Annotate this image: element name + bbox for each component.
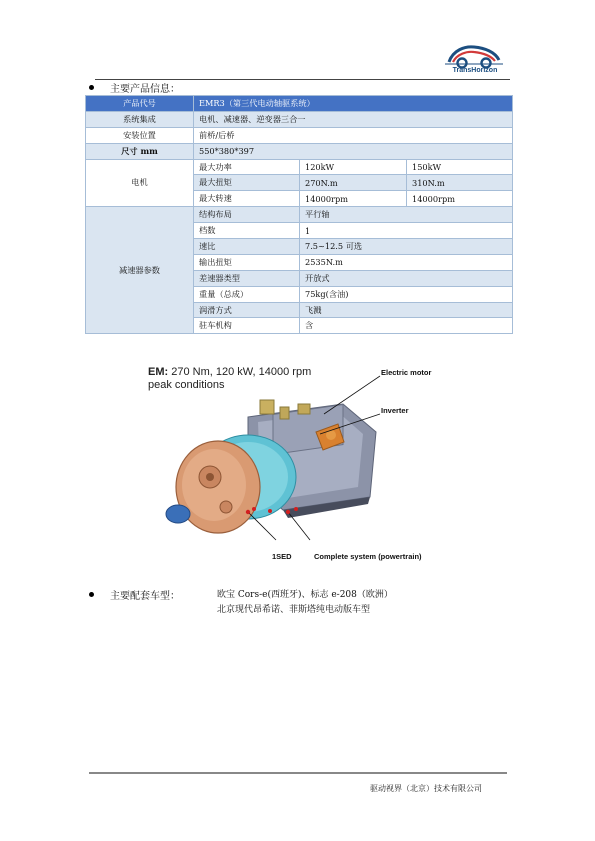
table-cell: 产品代号 [86, 96, 194, 112]
table-cell: 最大扭矩 [194, 175, 300, 191]
em-label: EM: [148, 366, 169, 378]
table-cell: 差速器类型 [194, 270, 300, 286]
table-cell: 驻车机构 [194, 318, 300, 334]
table-cell: 75kg(含油) [300, 286, 513, 302]
bullet-icon [89, 592, 94, 597]
table-row [86, 159, 513, 175]
table-row [86, 111, 513, 127]
table-cell: 270N.m [300, 175, 407, 191]
section-vehicles [89, 587, 180, 602]
powertrain-illustration [148, 362, 448, 562]
logo-text: TransHorizon [452, 67, 498, 74]
section-product-info [89, 80, 180, 95]
table-cell: 含 [300, 318, 513, 334]
table-cell: 电机、减速器、逆变器三合一 [194, 111, 513, 127]
table-cell: 14000rpm [407, 191, 513, 207]
table-cell: 尺寸 mm [86, 143, 194, 159]
table-cell: 7.5~12.5 可选 [300, 239, 513, 255]
table-cell: 最大功率 [194, 159, 300, 175]
table-cell: 550*380*397 [194, 143, 513, 159]
bullet-icon [89, 85, 94, 90]
table-cell: 150kW [407, 159, 513, 175]
table-cell: EMR3（第三代电动轴驱系统） [194, 96, 513, 112]
table-cell: 310N.m [407, 175, 513, 191]
table-cell: 最大转速 [194, 191, 300, 207]
table-row [86, 207, 513, 223]
table-cell: 飞溅 [300, 302, 513, 318]
table-cell: 润滑方式 [194, 302, 300, 318]
inverter-label: Inverter [381, 406, 409, 415]
sed-label: 1SED [272, 552, 292, 561]
table-cell: 14000rpm [300, 191, 407, 207]
table-cell: 档数 [194, 223, 300, 239]
vehicle-list [217, 588, 393, 618]
spec-table [85, 95, 513, 334]
table-cell: 输出扭矩 [194, 254, 300, 270]
electric-motor-label: Electric motor [381, 368, 432, 377]
table-cell: 120kW [300, 159, 407, 175]
table-cell: 1 [300, 223, 513, 239]
table-header-row [86, 96, 513, 112]
footer-divider [89, 772, 507, 774]
table-cell: 结构布局 [194, 207, 300, 223]
section-title: 主要产品信息： [110, 84, 180, 95]
table-cell: 安装位置 [86, 127, 194, 143]
em-condition: peak conditions [148, 379, 225, 391]
table-cell: 2535N.m [300, 254, 513, 270]
table-row [86, 127, 513, 143]
footer-company: 驱动视界（北京）技术有限公司 [370, 784, 482, 793]
section-title: 主要配套车型： [110, 591, 180, 602]
em-value: 270 Nm, 120 kW, 14000 rpm [171, 366, 312, 378]
table-cell: 系统集成 [86, 111, 194, 127]
complete-system-label: Complete system (powertrain) [314, 552, 422, 561]
table-cell: 开放式 [300, 270, 513, 286]
vehicle-line: 北京现代昂希诺、菲斯塔纯电动版车型 [217, 605, 371, 615]
table-cell: 速比 [194, 239, 300, 255]
em-spec-text [148, 366, 311, 392]
table-cell: 前桥/后桥 [194, 127, 513, 143]
table-row [86, 143, 513, 159]
table-cell: 电机 [86, 159, 194, 207]
vehicle-line: 欧宝 Cors-e(西班牙)、标志 e-208（欧洲） [217, 590, 393, 600]
table-cell: 平行轴 [300, 207, 513, 223]
table-cell: 减速器参数 [86, 207, 194, 334]
table-cell: 重量（总成） [194, 286, 300, 302]
